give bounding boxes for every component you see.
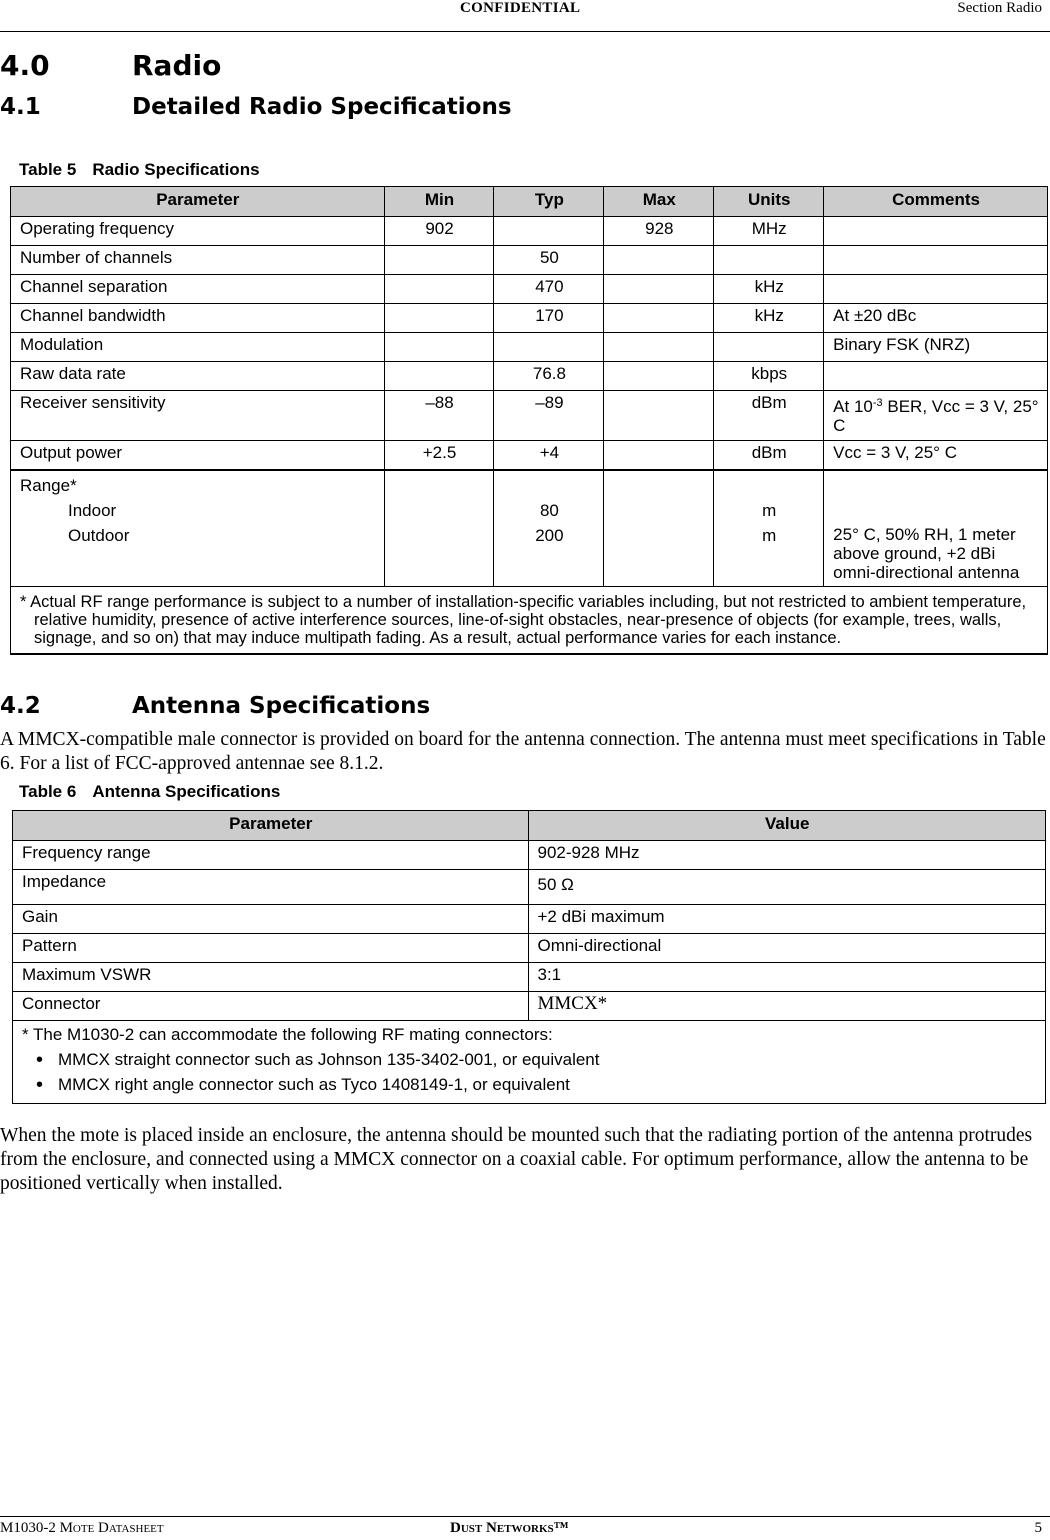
footer-company: Dust Networks™: [450, 1520, 569, 1536]
comment-exponent: -3: [872, 397, 883, 409]
table-row: [13, 841, 1046, 870]
col-header: Max: [604, 187, 714, 217]
cell: –89: [494, 391, 604, 441]
caption-number: Table 5: [19, 160, 77, 179]
cell: Gain: [13, 905, 529, 934]
col-header: Typ: [494, 187, 604, 217]
cell: 76.8: [494, 362, 604, 391]
cell: Modulation: [11, 333, 385, 362]
footer-page-number: 5: [1034, 1520, 1042, 1536]
footnote-bullet: [22, 1075, 1037, 1095]
table6-footnote: [13, 1021, 1046, 1104]
cell: [494, 217, 604, 246]
cell: +2.5: [384, 441, 494, 470]
cell: [384, 470, 494, 587]
table-row: [13, 963, 1046, 992]
cell: 50 Ω: [528, 870, 1046, 905]
cell: Connector: [13, 992, 529, 1021]
enclosure-paragraph: When the mote is placed inside an enclosure, the antenna should be mounted such that the radiating portion of the antenna protrudes from the enclosure, and connected using a MMCX connector on a coaxial cable. For optimum performance, allow the antenna to be positioned vertically when installed.: [0, 1125, 1033, 1194]
table-row-range: [11, 470, 1048, 587]
radio-spec-table: [10, 186, 1048, 655]
cell: [824, 362, 1048, 391]
footnote-intro: * The M1030-2 can accommodate the following RF mating connectors:: [22, 1025, 553, 1044]
table-footnote-row: [13, 1021, 1046, 1104]
range-indoor-units: m: [762, 500, 777, 520]
cell: Receiver sensitivity: [11, 391, 385, 441]
comment-pre: At 10: [833, 397, 873, 416]
cell: [384, 275, 494, 304]
cell: Pattern: [13, 934, 529, 963]
cell: Operating frequency: [11, 217, 385, 246]
cell: dBm: [714, 391, 824, 441]
heading-4-1: [0, 94, 512, 120]
heading-4-0: [0, 49, 221, 82]
cell: Frequency range: [13, 841, 529, 870]
cell: Channel bandwidth: [11, 304, 385, 333]
cell: Number of channels: [11, 246, 385, 275]
header-section: Section Radio: [957, 0, 1042, 16]
heading-title: Detailed Radio Specifications: [132, 94, 512, 120]
cell: [714, 333, 824, 362]
cell: kbps: [714, 362, 824, 391]
col-header: Parameter: [13, 811, 529, 841]
cell: [384, 246, 494, 275]
cell: At ±20 dBc: [824, 304, 1048, 333]
cell: [604, 275, 714, 304]
cell: [494, 470, 604, 587]
caption-title: Radio Specifications: [92, 160, 260, 179]
table-row: [13, 934, 1046, 963]
header-confidential: CONFIDENTIAL: [460, 0, 581, 16]
table-row: [11, 333, 1048, 362]
cell: 470: [494, 275, 604, 304]
antenna-spec-table: [12, 810, 1046, 1104]
cell: Impedance: [13, 870, 529, 905]
table6-caption: [19, 782, 280, 802]
cell: [384, 304, 494, 333]
table-row: [11, 391, 1048, 441]
antenna-intro-paragraph: A MMCX-compatible male connector is provided on board for the antenna connection. The antenna must meet specifications in Table 6. For a list of FCC-approved antennae see 8.1.2.: [0, 729, 1046, 774]
col-header: Comments: [824, 187, 1048, 217]
table-header-row: [13, 811, 1046, 841]
bullet-text: MMCX right angle connector such as Tyco 1408149-1, or equivalent: [58, 1075, 570, 1094]
caption-number: Table 6: [19, 782, 77, 801]
cell: [604, 333, 714, 362]
cell: [714, 470, 824, 587]
table-header-row: [11, 187, 1048, 217]
range-label: Range*: [20, 475, 77, 495]
cell: dBm: [714, 441, 824, 470]
cell: 170: [494, 304, 604, 333]
table-row: [11, 246, 1048, 275]
cell: [604, 470, 714, 587]
cell: [604, 441, 714, 470]
col-header: Units: [714, 187, 824, 217]
cell: [604, 246, 714, 275]
range-outdoor-units: m: [762, 525, 777, 545]
cell: Channel separation: [11, 275, 385, 304]
cell: [824, 246, 1048, 275]
table5-footnote: [11, 587, 1048, 655]
table5-caption: [19, 160, 260, 180]
table-row: [11, 441, 1048, 470]
cell: [384, 333, 494, 362]
footer-rule: [0, 1516, 1050, 1517]
bullet-icon: •: [36, 1074, 44, 1096]
cell: MMCX*: [528, 992, 1046, 1021]
range-indoor-label: Indoor: [68, 500, 117, 520]
table-row: [13, 870, 1046, 905]
cell: 902: [384, 217, 494, 246]
bullet-text: MMCX straight connector such as Johnson 135-3402-001, or equivalent: [58, 1050, 600, 1069]
cell: Raw data rate: [11, 362, 385, 391]
heading-title: Radio: [132, 49, 222, 82]
cell: [384, 362, 494, 391]
cell: kHz: [714, 304, 824, 333]
table-row: [11, 362, 1048, 391]
heading-title: Antenna Specifications: [132, 693, 431, 719]
cell: [824, 470, 1048, 587]
table-row: [11, 275, 1048, 304]
cell: Omni-directional: [528, 934, 1046, 963]
cell: MHz: [714, 217, 824, 246]
footnote-bullet: [22, 1050, 1037, 1070]
footer-doc-title: M1030-2 Mote Datasheet: [0, 1520, 164, 1536]
cell: 902-928 MHz: [528, 841, 1046, 870]
range-outdoor-label: Outdoor: [68, 525, 130, 545]
heading-number: 4.0: [0, 49, 50, 82]
cell: [824, 391, 1048, 441]
cell: [714, 246, 824, 275]
table-row: [11, 304, 1048, 333]
caption-title: Antenna Specifications: [92, 782, 281, 801]
cell: 50: [494, 246, 604, 275]
cell: Binary FSK (NRZ): [824, 333, 1048, 362]
cell: –88: [384, 391, 494, 441]
cell: [11, 470, 385, 587]
table-row: [13, 992, 1046, 1021]
table-row: [11, 217, 1048, 246]
range-outdoor-comment: 25° C, 50% RH, 1 meter above ground, +2 dBi omni-directional antenna: [833, 524, 1020, 582]
range-indoor-typ: 80: [539, 500, 559, 520]
table-row: [13, 905, 1046, 934]
cell: [604, 362, 714, 391]
heading-number: 4.2: [0, 693, 41, 719]
table-footnote-row: [11, 587, 1048, 655]
cell: +4: [494, 441, 604, 470]
cell: Vcc = 3 V, 25° C: [824, 441, 1048, 470]
cell: 3:1: [528, 963, 1046, 992]
heading-4-2: [0, 693, 430, 719]
range-outdoor-typ: 200: [535, 525, 564, 545]
bullet-icon: •: [36, 1049, 44, 1071]
cell: [494, 333, 604, 362]
footnote-text: * Actual RF range performance is subject to a number of installation-specific variables including, but not restricted to ambient temperature, relative humidity, presence of active interference sources, line-of-sight obstacles, near-presence of objects (for example, trees, walls, signage, and so on) that may induce multipath fading. As a result, actual performance varies for each instance.: [20, 593, 1027, 647]
cell: [824, 275, 1048, 304]
cell: [604, 391, 714, 441]
cell: [604, 304, 714, 333]
cell: +2 dBi maximum: [528, 905, 1046, 934]
cell: kHz: [714, 275, 824, 304]
cell: [824, 217, 1048, 246]
col-header: Min: [384, 187, 494, 217]
cell: Output power: [11, 441, 385, 470]
cell: 928: [604, 217, 714, 246]
col-header: Parameter: [11, 187, 385, 217]
comment-post: BER, Vcc = 3 V, 25° C: [833, 397, 1039, 435]
col-header: Value: [528, 811, 1046, 841]
heading-number: 4.1: [0, 94, 41, 120]
cell: Maximum VSWR: [13, 963, 529, 992]
header-rule: [0, 31, 1050, 32]
